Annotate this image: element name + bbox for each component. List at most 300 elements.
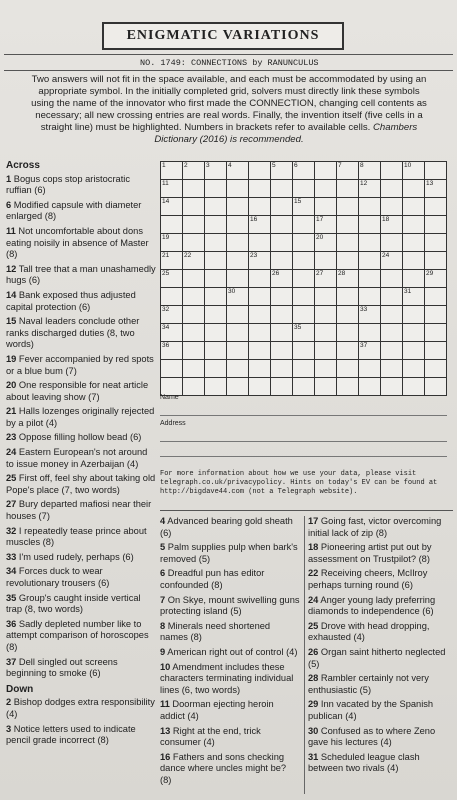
clue-item [6,226,156,261]
grid-cell[interactable] [205,216,227,234]
grid-cell[interactable] [381,234,403,252]
grid-cell[interactable] [403,252,425,270]
cell-number: 2 [184,162,188,169]
cell-number: 12 [360,180,368,187]
cell-number: 4 [228,162,232,169]
clue-number: 12 [6,263,17,274]
grid-cell[interactable] [271,252,293,270]
clue-item [6,593,156,616]
clue-number: 14 [6,289,17,300]
clue-item [6,447,156,470]
grid-cell[interactable] [205,324,227,342]
grid-cell[interactable] [183,234,205,252]
clue-item [6,406,156,429]
clue-text: First off, feel shy about taking old Pope's place (7, two words) [6,473,156,495]
grid-cell[interactable] [359,342,381,360]
grid-cell[interactable] [183,306,205,324]
grid-cell[interactable] [359,180,381,198]
grid-cell[interactable] [337,288,359,306]
grid-cell[interactable] [381,270,403,288]
clue-text: Forces duck to wear revolutionary trousers (6) [6,566,110,588]
grid-cell[interactable] [381,252,403,270]
grid-cell[interactable] [249,324,271,342]
cell-number: 14 [162,198,170,205]
clue-number: 9 [160,646,166,657]
grid-cell[interactable] [227,324,249,342]
clue-number: 18 [308,542,319,553]
down-heading: Down [6,683,34,695]
grid-cell[interactable] [381,342,403,360]
clue-text: On Skye, mount swivelling guns protecting island (5) [160,594,300,617]
grid-cell[interactable] [425,360,447,378]
grid-cell[interactable] [425,378,447,396]
grid-cell[interactable] [227,288,249,306]
grid-cell[interactable] [293,342,315,360]
grid-cell[interactable] [249,234,271,252]
clue-text: Not uncomfortable about dons eating noisily in absence of Master (8) [6,225,149,260]
clue-number: 32 [6,525,17,536]
grid-cell[interactable] [359,252,381,270]
clue-number: 21 [6,406,17,417]
grid-cell[interactable] [293,306,315,324]
cell-number: 15 [294,198,302,205]
grid-cell[interactable] [315,378,337,396]
clue-item [6,619,156,654]
cell-number: 6 [294,162,298,169]
clue-text: Inn vacated by the Spanish publican (4) [308,699,434,721]
clue-number: 1 [6,173,12,184]
grid-cell[interactable] [271,216,293,234]
grid-row [161,162,447,180]
clue-number: 20 [6,380,17,391]
down-clue-list-middle [160,516,300,789]
grid-cell[interactable] [293,360,315,378]
grid-cell[interactable] [381,198,403,216]
grid-cell[interactable] [315,288,337,306]
grid-cell[interactable] [249,342,271,360]
grid-cell[interactable] [227,180,249,198]
clue-item [6,697,156,720]
divider-under-number [4,70,453,71]
clue-number: 4 [160,516,166,526]
clue-item [6,526,156,549]
grid-cell[interactable] [315,324,337,342]
clue-number: 33 [6,551,17,562]
grid-cell[interactable] [315,342,337,360]
clue-number: 22 [308,568,319,579]
grid-cell[interactable] [381,162,403,180]
grid-cell[interactable] [425,252,447,270]
grid-cell[interactable] [227,234,249,252]
cell-number: 26 [272,270,280,277]
clue-text: Drove with head dropping, exhausted (4) [308,620,430,643]
grid-cell[interactable] [161,288,183,306]
grid-cell[interactable] [205,306,227,324]
grid-cell[interactable] [205,270,227,288]
grid-cell[interactable] [359,162,381,180]
grid-cell[interactable] [381,180,403,198]
clue-number: 30 [308,725,319,736]
clue-text: Bank exposed thus adjusted capital protection (6) [6,289,136,312]
cell-number: 7 [338,162,342,169]
grid-cell[interactable] [315,198,337,216]
grid-row [161,360,447,378]
clue-text: Bishop dodges extra responsibility (4) [6,697,155,719]
grid-row [161,306,447,324]
grid-cell[interactable] [337,324,359,342]
grid-cell[interactable] [249,216,271,234]
cell-number: 22 [184,252,192,259]
grid-cell[interactable] [425,234,447,252]
grid-cell[interactable] [183,342,205,360]
address-line-2 [160,442,447,457]
clue-item [160,542,300,565]
clue-number: 16 [160,751,171,762]
grid-cell[interactable] [227,342,249,360]
clue-item [6,566,156,589]
grid-cell[interactable] [183,378,205,396]
grid-cell[interactable] [227,360,249,378]
clue-item [160,726,300,749]
grid-cell[interactable] [359,288,381,306]
grid-cell[interactable] [183,198,205,216]
grid-cell[interactable] [271,270,293,288]
clue-number: 5 [160,542,166,553]
clue-number: 25 [6,473,17,484]
grid-cell[interactable] [359,216,381,234]
clue-item [6,264,156,287]
grid-cell[interactable] [403,288,425,306]
crossword-grid[interactable] [160,161,447,382]
clue-text: Bury departed mafiosi near their houses (7) [6,499,152,522]
grid-cell[interactable] [425,180,447,198]
grid-cell[interactable] [249,306,271,324]
grid-cell[interactable] [271,198,293,216]
clue-text: Palm supplies pulp when bark's removed (5) [160,542,298,564]
cell-number: 21 [162,252,170,259]
clue-number: 19 [6,353,17,364]
divider-down-clues [160,510,453,511]
grid-cell[interactable] [249,162,271,180]
grid-cell[interactable] [271,162,293,180]
clue-item [160,595,300,618]
clue-number: 6 [6,199,12,210]
across-clue-list [6,174,156,680]
grid-cell[interactable] [161,378,183,396]
grid-cell[interactable] [161,180,183,198]
grid-cell[interactable] [315,216,337,234]
cell-number: 18 [382,216,390,223]
grid-cell[interactable] [227,216,249,234]
down-clue-list-left [6,697,156,746]
grid-cell[interactable] [293,234,315,252]
grid-cell[interactable] [271,324,293,342]
grid-cell[interactable] [337,216,359,234]
clue-item [308,595,453,618]
grid-cell[interactable] [403,378,425,396]
grid-cell[interactable] [337,378,359,396]
grid-cell[interactable] [337,342,359,360]
grid-cell[interactable] [271,360,293,378]
grid-cell[interactable] [315,270,337,288]
clue-number: 25 [308,620,319,631]
grid-cell[interactable] [381,288,403,306]
grid-cell[interactable] [315,252,337,270]
grid-cell[interactable] [205,360,227,378]
grid-cell[interactable] [183,324,205,342]
grid-row [161,180,447,198]
clue-text: Oppose filling hollow bead (6) [16,432,142,443]
clue-number: 24 [6,447,17,458]
grid-cell[interactable] [315,234,337,252]
grid-cell[interactable] [403,324,425,342]
grid-cell[interactable] [359,306,381,324]
grid-cell[interactable] [161,270,183,288]
across-heading: Across [6,160,40,171]
grid-cell[interactable] [183,252,205,270]
clue-text: Minerals need shortened names (8) [160,620,271,643]
grid-cell[interactable] [249,378,271,396]
grid-cell[interactable] [183,288,205,306]
grid-cell[interactable] [205,198,227,216]
grid-cell[interactable] [271,234,293,252]
clue-text: Doorman ejecting heroin addict (4) [160,699,274,721]
grid-cell[interactable] [161,162,183,180]
grid-cell[interactable] [227,252,249,270]
grid-cell[interactable] [337,162,359,180]
cell-number: 1 [162,162,166,169]
cell-number: 32 [162,306,170,313]
grid-cell[interactable] [161,234,183,252]
clue-item [308,726,453,749]
grid-cell[interactable] [381,216,403,234]
grid-cell[interactable] [403,216,425,234]
clue-text: Pioneering artist put out by assessment on Trustpilot? (8) [308,542,432,564]
grid-cell[interactable] [161,360,183,378]
clue-number: 31 [308,751,319,762]
grid-cell[interactable] [403,360,425,378]
clue-item [6,657,156,680]
grid-row [161,234,447,252]
grid-cell[interactable] [425,270,447,288]
grid-cell[interactable] [293,180,315,198]
clue-text: Organ saint hitherto neglected (5) [308,646,446,669]
clue-number: 36 [6,618,17,629]
grid-cell[interactable] [425,306,447,324]
clue-number: 26 [308,646,319,657]
clue-text: I repeatedly tease prince about muscles (8) [6,525,147,548]
grid-cell[interactable] [249,270,271,288]
clue-text: American right out of control (4) [165,646,298,657]
grid-cell[interactable] [293,216,315,234]
grid-cell[interactable] [315,162,337,180]
grid-cell[interactable] [337,252,359,270]
clue-text: Tall tree that a man unashamedly hugs (6) [6,263,156,286]
cell-number: 20 [316,234,324,241]
grid-cell[interactable] [205,342,227,360]
clue-item [160,516,300,539]
grid-cell[interactable] [271,306,293,324]
grid-cell[interactable] [293,288,315,306]
grid-row [161,324,447,342]
grid-cell[interactable] [227,306,249,324]
grid-cell[interactable] [161,198,183,216]
grid-cell[interactable] [403,162,425,180]
clue-text: Halls lozenges originally rejected by a pilot (4) [6,406,155,428]
name-line [160,401,447,416]
divider-top [4,54,453,55]
grid-cell[interactable] [227,378,249,396]
grid-cell[interactable] [271,342,293,360]
grid-cell[interactable] [337,234,359,252]
grid-cell[interactable] [381,360,403,378]
grid-cell[interactable] [271,288,293,306]
clue-text: Amendment includes these characters terminating individual lines (6, two words) [160,661,294,695]
privacy-note: For more information about how we use your data, please visit telegraph.co.uk/privacypolicy. Hints on today's EV can be found at http://bigdave44.com (not a Telegraph website). [160,470,438,496]
grid-cell[interactable] [425,288,447,306]
grid-cell[interactable] [403,234,425,252]
grid-row [161,252,447,270]
clue-number: 11 [6,225,16,236]
puzzle-title: ENIGMATIC VARIATIONS [126,28,320,43]
clue-text: One responsible for neat article about leaving show (7) [6,380,149,402]
clue-text: Notice letters used to indicate pencil grade incorrect (8) [6,723,136,746]
grid-cell[interactable] [293,270,315,288]
grid-cell[interactable] [227,162,249,180]
grid-cell[interactable] [205,288,227,306]
clue-text: Scheduled league clash between two rivals (4) [308,751,420,774]
clue-item [6,552,156,564]
grid-cell[interactable] [359,360,381,378]
grid-cell[interactable] [337,360,359,378]
grid-cell[interactable] [315,360,337,378]
grid-cell[interactable] [381,324,403,342]
grid-cell[interactable] [425,198,447,216]
grid-cell[interactable] [359,270,381,288]
cell-number: 24 [382,252,390,259]
grid-cell[interactable] [271,378,293,396]
grid-cell[interactable] [315,306,337,324]
grid-cell[interactable] [403,180,425,198]
grid-cell[interactable] [337,180,359,198]
clue-item [6,174,156,197]
grid-cell[interactable] [183,360,205,378]
grid-cell[interactable] [359,198,381,216]
grid-cell[interactable] [249,252,271,270]
puzzle-title-box [102,22,344,50]
grid-cell[interactable] [293,324,315,342]
cell-number: 5 [272,162,276,169]
grid-cell[interactable] [425,162,447,180]
grid-cell[interactable] [249,198,271,216]
grid-cell[interactable] [161,216,183,234]
clues-left-column [6,160,156,750]
clue-number: 6 [160,568,166,579]
clue-item [160,699,300,722]
grid-cell[interactable] [161,252,183,270]
name-label: Name [160,394,179,401]
name-field[interactable] [160,394,447,416]
grid-cell[interactable] [249,180,271,198]
grid-cell[interactable] [249,360,271,378]
clue-item [6,200,156,223]
address-field[interactable] [160,420,447,457]
cell-number: 30 [228,288,236,295]
grid-cell[interactable] [403,306,425,324]
grid-cell[interactable] [403,270,425,288]
grid-cell[interactable] [183,216,205,234]
grid-cell[interactable] [183,162,205,180]
grid-cell[interactable] [425,216,447,234]
clue-item [6,473,156,496]
clue-number: 15 [6,316,17,327]
grid-cell[interactable] [161,306,183,324]
grid-cell[interactable] [205,378,227,396]
clue-number: 17 [308,516,319,526]
grid-cell[interactable] [205,252,227,270]
grid-cell[interactable] [161,324,183,342]
clue-item [308,699,453,722]
cell-number: 34 [162,324,170,331]
grid-cell[interactable] [161,342,183,360]
grid-cell[interactable] [183,180,205,198]
cell-number: 25 [162,270,170,277]
grid-cell[interactable] [425,342,447,360]
down-clue-list-right [308,516,453,778]
grid-cell[interactable] [425,324,447,342]
grid-cell[interactable] [293,162,315,180]
grid-cell[interactable] [293,252,315,270]
grid-cell[interactable] [337,270,359,288]
address-label: Address [160,420,186,427]
clue-number: 23 [6,432,17,443]
cell-number: 17 [316,216,324,223]
grid-cell[interactable] [381,306,403,324]
grid-row [161,216,447,234]
clue-item [160,568,300,591]
clue-item [308,516,453,539]
grid-cell[interactable] [249,288,271,306]
grid-cell[interactable] [359,234,381,252]
clue-item [308,542,453,565]
grid-cell[interactable] [337,198,359,216]
grid-cell[interactable] [227,198,249,216]
grid-cell[interactable] [183,270,205,288]
grid-cell[interactable] [403,342,425,360]
grid-cell[interactable] [359,378,381,396]
clue-item [6,316,156,351]
clue-text: Right at the end, trick consumer (4) [160,725,261,748]
grid-cell[interactable] [293,198,315,216]
clue-number: 8 [160,620,166,631]
grid-row [161,378,447,396]
grid-cell[interactable] [315,180,337,198]
grid-cell[interactable] [293,378,315,396]
grid-cell[interactable] [205,180,227,198]
grid-cell[interactable] [403,198,425,216]
clue-text: I'm used rudely, perhaps (6) [16,551,134,562]
clue-item [160,662,300,697]
grid-cell[interactable] [271,180,293,198]
grid-cell[interactable] [337,306,359,324]
grid-cell[interactable] [205,234,227,252]
address-line-1 [160,427,447,442]
clue-text: Group's caught inside vertical trap (8, two words) [6,592,141,615]
grid-cell[interactable] [205,162,227,180]
grid-cell[interactable] [381,378,403,396]
grid-cell[interactable] [227,270,249,288]
grid-cell[interactable] [359,324,381,342]
